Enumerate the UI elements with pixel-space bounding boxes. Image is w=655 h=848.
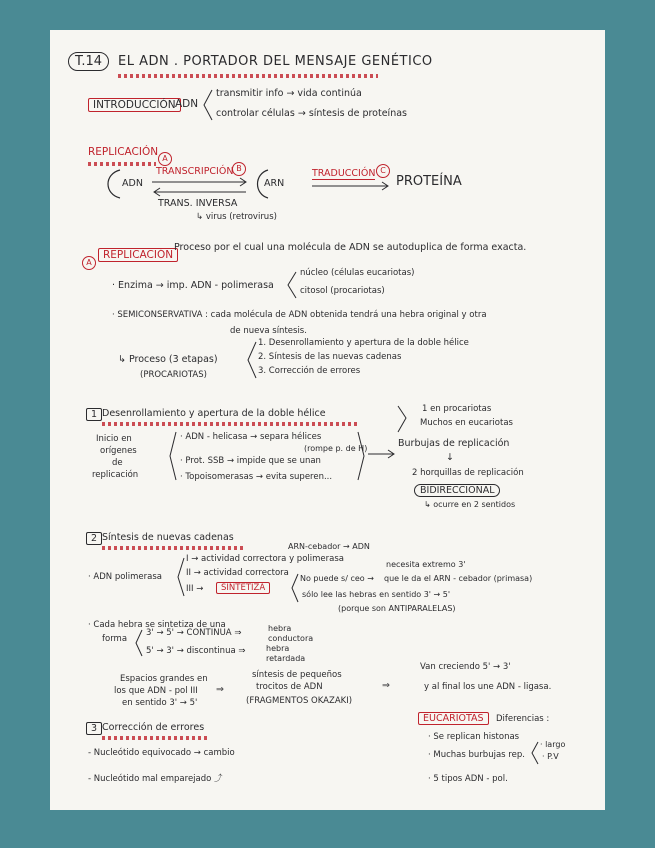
helicasa-note: (rompe p. de H) <box>304 444 368 453</box>
semiconservativa-line-1: · SEMICONSERVATIVA : cada molécula de ADN obtenida tendrá una hebra original y otra <box>112 310 487 320</box>
inicio-line-1: Inicio en <box>96 434 132 444</box>
cada-hebra-line: · Cada hebra se sintetiza de una <box>88 620 226 630</box>
ssb-item: · Prot. SSB → impide que se unan <box>180 456 321 466</box>
section-1-underline <box>102 422 360 426</box>
pol-ii-activity: II → actividad correctora <box>186 568 289 578</box>
helicasa-item: · ADN - helicasa → separa hélices <box>180 432 322 442</box>
burbujas-largo: · largo <box>540 740 566 749</box>
ligasa-line: y al final los une ADN - ligasa. <box>424 682 552 692</box>
burbujas-label: Burbujas de replicación <box>398 438 510 449</box>
difference-adn-pol: · 5 tipos ADN - pol. <box>428 774 508 784</box>
intro-line-2: controlar células → síntesis de proteínas <box>216 108 407 119</box>
espacios-line-2: los que ADN - pol III <box>114 686 198 696</box>
forma-brace <box>134 628 144 658</box>
section-3-title: Corrección de errores <box>102 722 205 733</box>
intro-line-1: transmitir info → vida continúa <box>216 88 362 99</box>
nucleotido-equivocado: - Nucleótido equivocado → cambio <box>88 748 235 758</box>
no-puede-label: No puede s/ ceo → <box>300 574 374 583</box>
traduccion-label: TRADUCCIÓN <box>312 168 376 179</box>
stage-2: 2. Síntesis de las nuevas cadenas <box>258 352 402 362</box>
transcripcion-arrows <box>150 178 250 198</box>
necesita-line-2: que le da el ARN - cebador (primasa) <box>384 574 533 583</box>
transcripcion-label: TRANSCRIPCIÓN <box>156 166 234 177</box>
enzima-brace <box>286 270 298 300</box>
page-title: EL ADN . PORTADOR DEL MENSAJE GENÉTICO <box>118 54 433 69</box>
helicase-brace-left <box>168 430 178 482</box>
forma-label: forma <box>102 634 128 644</box>
title-underline <box>118 74 378 78</box>
solo-lee-label: sólo lee las hebras en sentido 3' → 5' <box>302 590 451 599</box>
stage-1: 1. Desenrollamiento y apertura de la doble hélice <box>258 338 469 348</box>
section-a-title: REPLICACIÓN <box>98 248 178 262</box>
bidireccional-label: BIDIRECCIONAL <box>414 484 500 497</box>
burbujas-down-arrow: ↓ <box>446 452 454 463</box>
procariotas-label: (PROCARIOTAS) <box>140 370 207 380</box>
title-badge: T.14 <box>68 52 109 71</box>
inicio-line-3: de <box>112 458 123 468</box>
enzima-nucleo: núcleo (células eucariotas) <box>300 268 415 278</box>
section-1-title: Desenrollamiento y apertura de la doble hélice <box>102 408 326 419</box>
antiparalelas-note: (porque son ANTIPARALELAS) <box>338 604 456 613</box>
espacios-line-3: en sentido 3' → 5' <box>122 698 198 708</box>
espacios-line-1: Espacios grandes en <box>120 674 208 684</box>
proceso-label: ↳ Proceso (3 etapas) <box>118 354 218 365</box>
marker-a-circle: A <box>158 146 172 166</box>
notebook-page <box>50 30 605 810</box>
adn-pol-label: · ADN polimerasa <box>88 572 162 582</box>
eucariotas-subtitle: Diferencias : <box>496 714 550 724</box>
horquillas-label: 2 horquillas de replicación <box>412 468 524 478</box>
van-creciendo: Van creciendo 5' → 3' <box>420 662 511 672</box>
section-a-definition: Proceso por el cual una molécula de ADN se autoduplica de forma exacta. <box>174 242 527 253</box>
sintetiza-label: SINTETIZA <box>216 582 270 594</box>
adn-pol-brace <box>176 556 186 598</box>
trans-inversa-label: TRANS. INVERSA <box>158 198 238 209</box>
intro-adn: ADN <box>175 98 199 110</box>
stages-brace <box>246 340 258 380</box>
marker-b-circle: B <box>232 156 246 176</box>
proteina-label: PROTEÍNA <box>396 174 462 189</box>
conductora-line-1: hebra <box>268 624 292 633</box>
traduccion-arrow <box>312 182 392 192</box>
retardada-line-1: hebra <box>266 644 290 653</box>
helicase-brace-right <box>356 430 366 482</box>
fragmentos-line-1: síntesis de pequeños <box>252 670 342 680</box>
origins-eucariotas: Muchos en eucariotas <box>420 418 513 428</box>
section-a-marker: A <box>82 250 96 270</box>
section-3-number: 3 <box>86 722 102 735</box>
origins-procariotas: 1 en procariotas <box>422 404 492 414</box>
cycle-arn: ARN <box>264 178 285 189</box>
enzima-citosol: citosol (procariotas) <box>300 286 385 296</box>
section-2-number: 2 <box>86 532 102 545</box>
eucariotas-title: EUCARIOTAS <box>418 712 489 725</box>
section-2-title: Síntesis de nuevas cadenas <box>102 532 234 543</box>
semiconservativa-line-2: de nueva síntesis. <box>230 326 307 336</box>
sintetiza-brace <box>290 572 300 604</box>
pol-i-activity: I → actividad correctora y polimerasa <box>186 554 344 564</box>
arn-cebador-label: ARN-cebador → ADN <box>288 542 370 551</box>
replication-heading: REPLICACIÓN <box>88 146 159 158</box>
cycle-adn: ADN <box>122 178 143 189</box>
difference-burbujas: · Muchas burbujas rep. <box>428 750 525 760</box>
intro-brace <box>202 88 214 122</box>
retardada-line-2: retardada <box>266 654 306 663</box>
section-1-arrow <box>368 450 398 460</box>
nucleotido-mal-emparejado: - Nucleótido mal emparejado ⤴ <box>88 774 223 784</box>
burbujas-pv: · P.V <box>542 752 559 761</box>
bidireccional-note: ↳ ocurre en 2 sentidos <box>424 500 516 509</box>
section-3-underline <box>102 736 208 740</box>
burbujas-brace <box>530 740 540 766</box>
espacios-arrow: ⇒ <box>216 684 224 695</box>
section-1-number: 1 <box>86 408 102 421</box>
stage-3: 3. Corrección de errores <box>258 366 361 376</box>
fragmentos-line-2: trocitos de ADN <box>256 682 323 692</box>
enzima-line: · Enzima → imp. ADN - polimerasa <box>112 280 274 291</box>
conductora-line-2: conductora <box>268 634 314 643</box>
inicio-line-2: orígenes <box>100 446 137 456</box>
topoisomerasas-item: · Topoisomerasas → evita superen... <box>180 472 333 482</box>
continua-line: 3' → 5' → CONTINUA ⇒ <box>146 628 242 638</box>
origins-brace <box>396 404 408 434</box>
difference-histonas: · Se replican histonas <box>428 732 520 742</box>
section-2-underline <box>102 546 244 550</box>
fragmentos-arrow: ⇒ <box>382 680 390 691</box>
necesita-line-1: necesita extremo 3' <box>386 560 466 569</box>
pol-iii-activity: III → <box>186 584 204 594</box>
virus-note: ↳ virus (retrovirus) <box>196 212 277 222</box>
discontinua-line: 5' → 3' → discontinua ⇒ <box>146 646 246 656</box>
fragmentos-okazaki: (FRAGMENTOS OKAZAKI) <box>246 696 353 706</box>
intro-label: INTRODUCCIÓN <box>88 98 181 112</box>
inicio-line-4: replicación <box>92 470 139 480</box>
marker-c-circle: C <box>376 158 390 178</box>
